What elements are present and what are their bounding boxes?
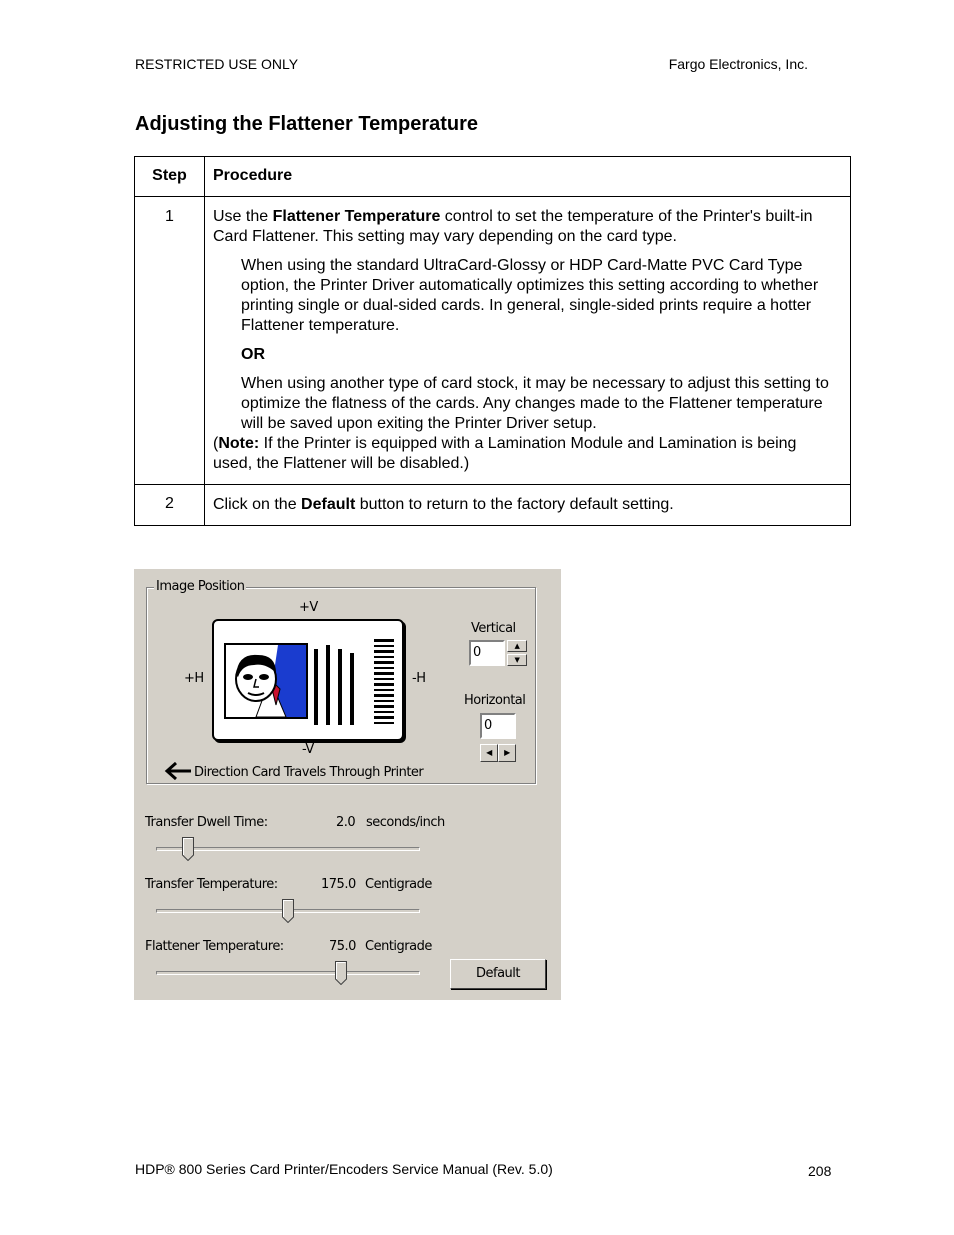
intro-text-b: control to set the temperature of the Printer's built-in Card Flattener. This setting may vary depending on the card type. — [213, 208, 813, 245]
flattener-temp-slider-thumb[interactable] — [335, 961, 347, 985]
footer-manual-title: HDP® 800 Series Card Printer/Encoders Service Manual (Rev. 5.0) — [135, 1161, 553, 1177]
note-label: Note: — [218, 435, 260, 452]
paragraph-other-card: When using another type of card stock, it may be necessary to adjust this setting to optimize the flatness of the cards. Any changes made to the Flattener temperature will be saved upon exiting the Printer Driver setup. — [241, 375, 829, 432]
horizontal-input[interactable]: 0 — [480, 713, 516, 739]
vertical-input[interactable]: 0 — [469, 640, 505, 666]
minus-h-label: -H — [412, 671, 426, 686]
vertical-label: Vertical — [471, 621, 516, 636]
id-card-preview — [212, 619, 404, 741]
paragraph-standard-card: When using the standard UltraCard-Glossy or HDP Card-Matte PVC Card Type option, the Printer Driver automatically optimizes this setting according to whether printing single or dual-sided cards. In general, single-sided prints require a hotter Flattener temperature. — [241, 257, 819, 334]
procedure-cell — [205, 485, 851, 526]
horizontal-right-button[interactable] — [498, 744, 516, 762]
procedure-table — [134, 156, 851, 526]
intro-text-a: Use the — [213, 208, 273, 225]
dwell-time-label: Transfer Dwell Time: — [145, 815, 268, 830]
page-number: 208 — [808, 1163, 832, 1179]
note-text: If the Printer is equipped with a Lamination Module and Lamination is being used, the Flattener will be disabled.) — [213, 435, 797, 472]
step-number: 1 — [135, 197, 205, 485]
arrow-down-icon: ▼ — [514, 656, 520, 664]
dwell-time-slider-thumb[interactable] — [182, 837, 194, 861]
step2-text-a: Click on the — [213, 496, 302, 513]
note-paragraph — [213, 434, 840, 474]
procedure-cell — [205, 197, 851, 485]
plus-h-label: +H — [184, 671, 204, 686]
note-open: ( — [213, 435, 219, 452]
horizontal-label: Horizontal — [464, 693, 526, 708]
transfer-temp-unit: Centigrade — [365, 877, 432, 892]
flattener-temp-label: Flattener Temperature: — [145, 939, 284, 954]
flattener-temp-value: 75.0 — [329, 939, 356, 954]
step2-bold: Default — [301, 496, 356, 513]
driver-settings-dialog — [134, 569, 561, 1000]
page-title: Adjusting the Flattener Temperature — [135, 113, 479, 135]
or-text: OR — [241, 346, 265, 363]
flattener-temp-track — [156, 971, 420, 975]
table-row — [135, 197, 851, 485]
step-number: 2 — [135, 485, 205, 526]
direction-text: Direction Card Travels Through Printer — [194, 765, 424, 780]
step2-text-b: button to return to the factory default setting. — [355, 496, 674, 513]
table-row — [135, 485, 851, 526]
transfer-temp-value: 175.0 — [321, 877, 356, 892]
col-procedure-header: Procedure — [205, 157, 851, 197]
image-position-label: Image Position — [156, 579, 245, 594]
barcode-icon — [312, 639, 400, 727]
card-photo — [224, 643, 308, 719]
horizontal-left-button[interactable] — [480, 744, 498, 762]
minus-v-label: -V — [302, 742, 314, 757]
dwell-time-value: 2.0 — [336, 815, 356, 830]
vertical-down-button[interactable] — [507, 654, 527, 666]
arrow-right-small-icon: ▶ — [504, 748, 510, 757]
transfer-temp-slider-thumb[interactable] — [282, 899, 294, 923]
vertical-up-button[interactable] — [507, 640, 527, 652]
intro-bold: Flattener Temperature — [272, 208, 441, 225]
dwell-time-track — [156, 847, 420, 851]
plus-v-label: +V — [299, 600, 318, 615]
intro-paragraph — [213, 207, 840, 247]
arrow-left-icon — [164, 762, 192, 780]
portrait-icon — [226, 645, 306, 717]
transfer-temp-label: Transfer Temperature: — [145, 877, 278, 892]
table-header-row — [135, 157, 851, 197]
dwell-time-unit: seconds/inch — [366, 815, 445, 830]
flattener-temp-unit: Centigrade — [365, 939, 432, 954]
or-label — [241, 345, 840, 365]
header-left: RESTRICTED USE ONLY — [135, 56, 299, 72]
header-right: Fargo Electronics, Inc. — [668, 56, 808, 72]
col-step-header: Step — [135, 157, 205, 197]
arrow-up-icon: ▲ — [514, 642, 520, 650]
default-button[interactable]: Default — [450, 959, 546, 989]
arrow-left-small-icon: ◀ — [486, 748, 492, 757]
